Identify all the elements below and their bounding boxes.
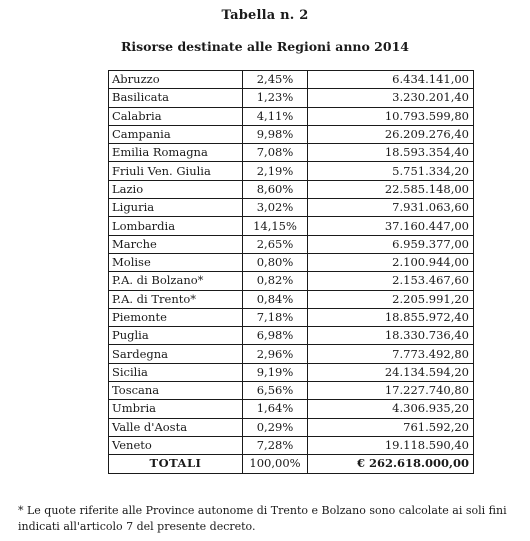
table-row <box>109 345 474 363</box>
amount-cell: 2.153.467,60 <box>308 272 474 290</box>
percent-cell: 7,18% <box>243 308 308 326</box>
table-row <box>109 308 474 326</box>
table-row <box>109 400 474 418</box>
percent-cell: 9,98% <box>243 125 308 143</box>
table-row <box>109 290 474 308</box>
total-row <box>109 455 474 473</box>
region-cell: Calabria <box>109 107 243 125</box>
amount-cell: 3.230.201,40 <box>308 89 474 107</box>
table-body <box>109 71 474 474</box>
region-cell: Piemonte <box>109 308 243 326</box>
amount-cell: 10.793.599,80 <box>308 107 474 125</box>
region-cell: Molise <box>109 253 243 271</box>
region-cell: Umbria <box>109 400 243 418</box>
percent-cell: 2,96% <box>243 345 308 363</box>
amount-cell: 26.209.276,40 <box>308 125 474 143</box>
amount-cell: 6.434.141,00 <box>308 71 474 89</box>
table-row <box>109 199 474 217</box>
region-cell: Basilicata <box>109 89 243 107</box>
table-row <box>109 253 474 271</box>
region-cell: Liguria <box>109 199 243 217</box>
amount-cell: 22.585.148,00 <box>308 180 474 198</box>
table-row <box>109 162 474 180</box>
amount-cell: 2.205.991,20 <box>308 290 474 308</box>
percent-cell: 1,23% <box>243 89 308 107</box>
percent-cell: 0,84% <box>243 290 308 308</box>
region-cell: Lazio <box>109 180 243 198</box>
percent-cell: 8,60% <box>243 180 308 198</box>
table-row <box>109 327 474 345</box>
region-cell: Valle d'Aosta <box>109 418 243 436</box>
table-row <box>109 180 474 198</box>
region-cell: Veneto <box>109 436 243 454</box>
region-cell: Toscana <box>109 382 243 400</box>
table-row <box>109 71 474 89</box>
region-cell: Friuli Ven. Giulia <box>109 162 243 180</box>
percent-cell: 1,64% <box>243 400 308 418</box>
amount-cell: 5.751.334,20 <box>308 162 474 180</box>
region-cell: P.A. di Trento* <box>109 290 243 308</box>
percent-cell: 14,15% <box>243 217 308 235</box>
amount-cell: 6.959.377,00 <box>308 235 474 253</box>
percent-cell: 2,19% <box>243 162 308 180</box>
footnote: * Le quote riferite alle Province autonome di Trento e Bolzano sono calcolate ai soli fini indicati all'articolo 7 del presente decreto. <box>18 504 507 533</box>
percent-cell: 6,56% <box>243 382 308 400</box>
amount-cell: 24.134.594,20 <box>308 363 474 381</box>
percent-cell: 7,08% <box>243 144 308 162</box>
table-row <box>109 89 474 107</box>
amount-cell: 19.118.590,40 <box>308 436 474 454</box>
percent-cell: 2,45% <box>243 71 308 89</box>
percent-cell: 4,11% <box>243 107 308 125</box>
region-cell: P.A. di Bolzano* <box>109 272 243 290</box>
region-cell: Emilia Romagna <box>109 144 243 162</box>
region-cell: Campania <box>109 125 243 143</box>
table-row <box>109 272 474 290</box>
amount-cell: 18.855.972,40 <box>308 308 474 326</box>
amount-cell: 4.306.935,20 <box>308 400 474 418</box>
percent-cell: 7,28% <box>243 436 308 454</box>
resources-table <box>108 70 474 474</box>
percent-cell: 0,80% <box>243 253 308 271</box>
table-row <box>109 418 474 436</box>
amount-cell: 7.773.492,80 <box>308 345 474 363</box>
table-number: Tabella n. 2 <box>221 8 309 23</box>
amount-cell: 18.593.354,40 <box>308 144 474 162</box>
table-row <box>109 107 474 125</box>
amount-cell: 7.931.063,60 <box>308 199 474 217</box>
total-percent: 100,00% <box>243 455 308 473</box>
table-row <box>109 125 474 143</box>
amount-cell: 2.100.944,00 <box>308 253 474 271</box>
region-cell: Abruzzo <box>109 71 243 89</box>
percent-cell: 0,82% <box>243 272 308 290</box>
table-row <box>109 382 474 400</box>
total-label: TOTALI <box>109 455 243 473</box>
percent-cell: 2,65% <box>243 235 308 253</box>
table-row <box>109 235 474 253</box>
region-cell: Puglia <box>109 327 243 345</box>
region-cell: Sardegna <box>109 345 243 363</box>
amount-cell: 17.227.740,80 <box>308 382 474 400</box>
region-cell: Lombardia <box>109 217 243 235</box>
table-row <box>109 363 474 381</box>
region-cell: Sicilia <box>109 363 243 381</box>
table-row <box>109 144 474 162</box>
amount-cell: 37.160.447,00 <box>308 217 474 235</box>
percent-cell: 3,02% <box>243 199 308 217</box>
percent-cell: 6,98% <box>243 327 308 345</box>
total-amount: € 262.618.000,00 <box>308 455 474 473</box>
table-row <box>109 217 474 235</box>
amount-cell: 18.330.736,40 <box>308 327 474 345</box>
amount-cell: 761.592,20 <box>308 418 474 436</box>
table-title: Risorse destinate alle Regioni anno 2014 <box>121 39 409 54</box>
region-cell: Marche <box>109 235 243 253</box>
table-row <box>109 436 474 454</box>
percent-cell: 9,19% <box>243 363 308 381</box>
percent-cell: 0,29% <box>243 418 308 436</box>
